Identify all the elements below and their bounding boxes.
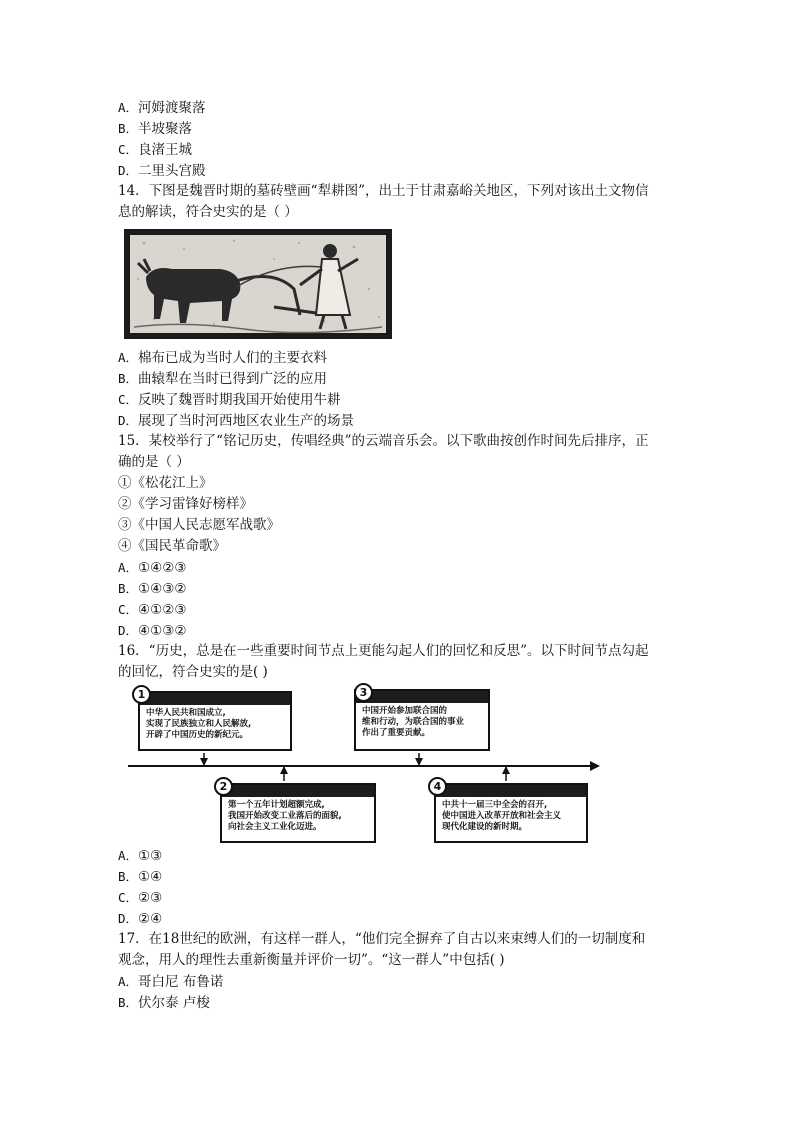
timeline-event-1-line: 中华人民共和国成立,	[146, 708, 226, 718]
timeline-event-4-line: 使中国进入改革开放和社会主义	[442, 811, 562, 821]
q17-stem-continued: 观念，用人的理性去重新衡量并评价一切”。“这一群人”中包括( )	[118, 952, 505, 968]
q15-option-b: B．①④③②	[118, 581, 187, 597]
q13-option-c: C．良渚王城	[118, 142, 193, 158]
timeline-event-1-line: 实现了民族独立和人民解放,	[146, 719, 252, 729]
timeline-event-2	[220, 783, 376, 843]
q14-stem: 14．下图是魏晋时期的墓砖壁画“犁耕图”，出土于甘肃嘉峪关地区，下列对该出土文物信	[118, 183, 649, 199]
q16-option-d: D．②④	[118, 911, 163, 927]
q15-stem-continued: 确的是（ ）	[118, 454, 190, 470]
q15-option-c: C．④①②③	[118, 602, 187, 618]
q14-option-c: C．反映了魏晋时期我国开始使用牛耕	[118, 392, 341, 408]
history-timeline-figure	[124, 681, 600, 843]
q17-stem: 17．在18世纪的欧洲，有这样一群人，“他们完全摒弃了自古以来束缚人们的一切制度和	[118, 931, 646, 947]
q15-stem: 15．某校举行了“铭记历史，传唱经典”的云端音乐会。以下歌曲按创作时间先后排序，正	[118, 433, 649, 449]
timeline-event-4-line: 中共十一届三中全会的召开,	[442, 800, 548, 810]
timeline-event-4-line: 现代化建设的新时期。	[442, 822, 528, 832]
q17-option-a: A．哥白尼 布鲁诺	[118, 974, 224, 990]
timeline-marker-4: 4	[428, 777, 447, 796]
q15-item-3: ③《中国人民志愿军战歌》	[118, 517, 280, 533]
timeline-marker-3: 3	[354, 683, 373, 702]
q15-item-2: ②《学习雷锋好榜样》	[118, 496, 253, 512]
q16-option-c: C．②③	[118, 890, 163, 906]
q14-option-b: B．曲辕犁在当时已得到广泛的应用	[118, 371, 328, 387]
q14-option-a: A．棉布已成为当时人们的主要衣料	[118, 350, 328, 366]
timeline-event-1	[138, 691, 292, 751]
q15-item-1: ①《松花江上》	[118, 475, 213, 491]
q15-option-a: A．①④②③	[118, 560, 187, 576]
q14-option-d: D．展现了当时河西地区农业生产的场景	[118, 413, 355, 429]
q16-stem-continued: 的回忆，符合史实的是( )	[118, 664, 268, 680]
timeline-event-3-line: 中国开始参加联合国的	[362, 706, 448, 716]
timeline-event-2-line: 向社会主义工业化迈进。	[228, 822, 322, 832]
q16-option-a: A．①③	[118, 848, 163, 864]
plowing-mural-image	[124, 229, 392, 339]
timeline-event-3-line: 作出了重要贡献。	[362, 728, 431, 738]
q13-option-a: A．河姆渡聚落	[118, 100, 206, 116]
timeline-event-1-line: 开辟了中国历史的新纪元。	[146, 730, 249, 740]
q17-option-b: B．伏尔泰 卢梭	[118, 995, 210, 1011]
q15-item-4: ④《国民革命歌》	[118, 538, 226, 554]
timeline-event-3	[354, 689, 490, 751]
timeline-marker-2: 2	[214, 777, 233, 796]
q13-option-d: D．二里头宫殿	[118, 163, 206, 179]
timeline-event-4	[434, 783, 588, 843]
q15-option-d: D．④①③②	[118, 623, 187, 639]
timeline-event-2-line: 第一个五年计划超额完成,	[228, 800, 325, 810]
q16-stem: 16．“历史，总是在一些重要时间节点上更能勾起人们的回忆和反思”。以下时间节点勾起	[118, 643, 649, 659]
q13-option-b: B．半坡聚落	[118, 121, 193, 137]
timeline-marker-1: 1	[132, 685, 151, 704]
timeline-event-2-line: 我国开始改变工业落后的面貌,	[228, 811, 342, 821]
q16-option-b: B．①④	[118, 869, 163, 885]
timeline-event-3-line: 维和行动，为联合国的事业	[362, 717, 465, 727]
q14-stem-continued: 息的解读，符合史实的是（ ）	[118, 204, 298, 220]
